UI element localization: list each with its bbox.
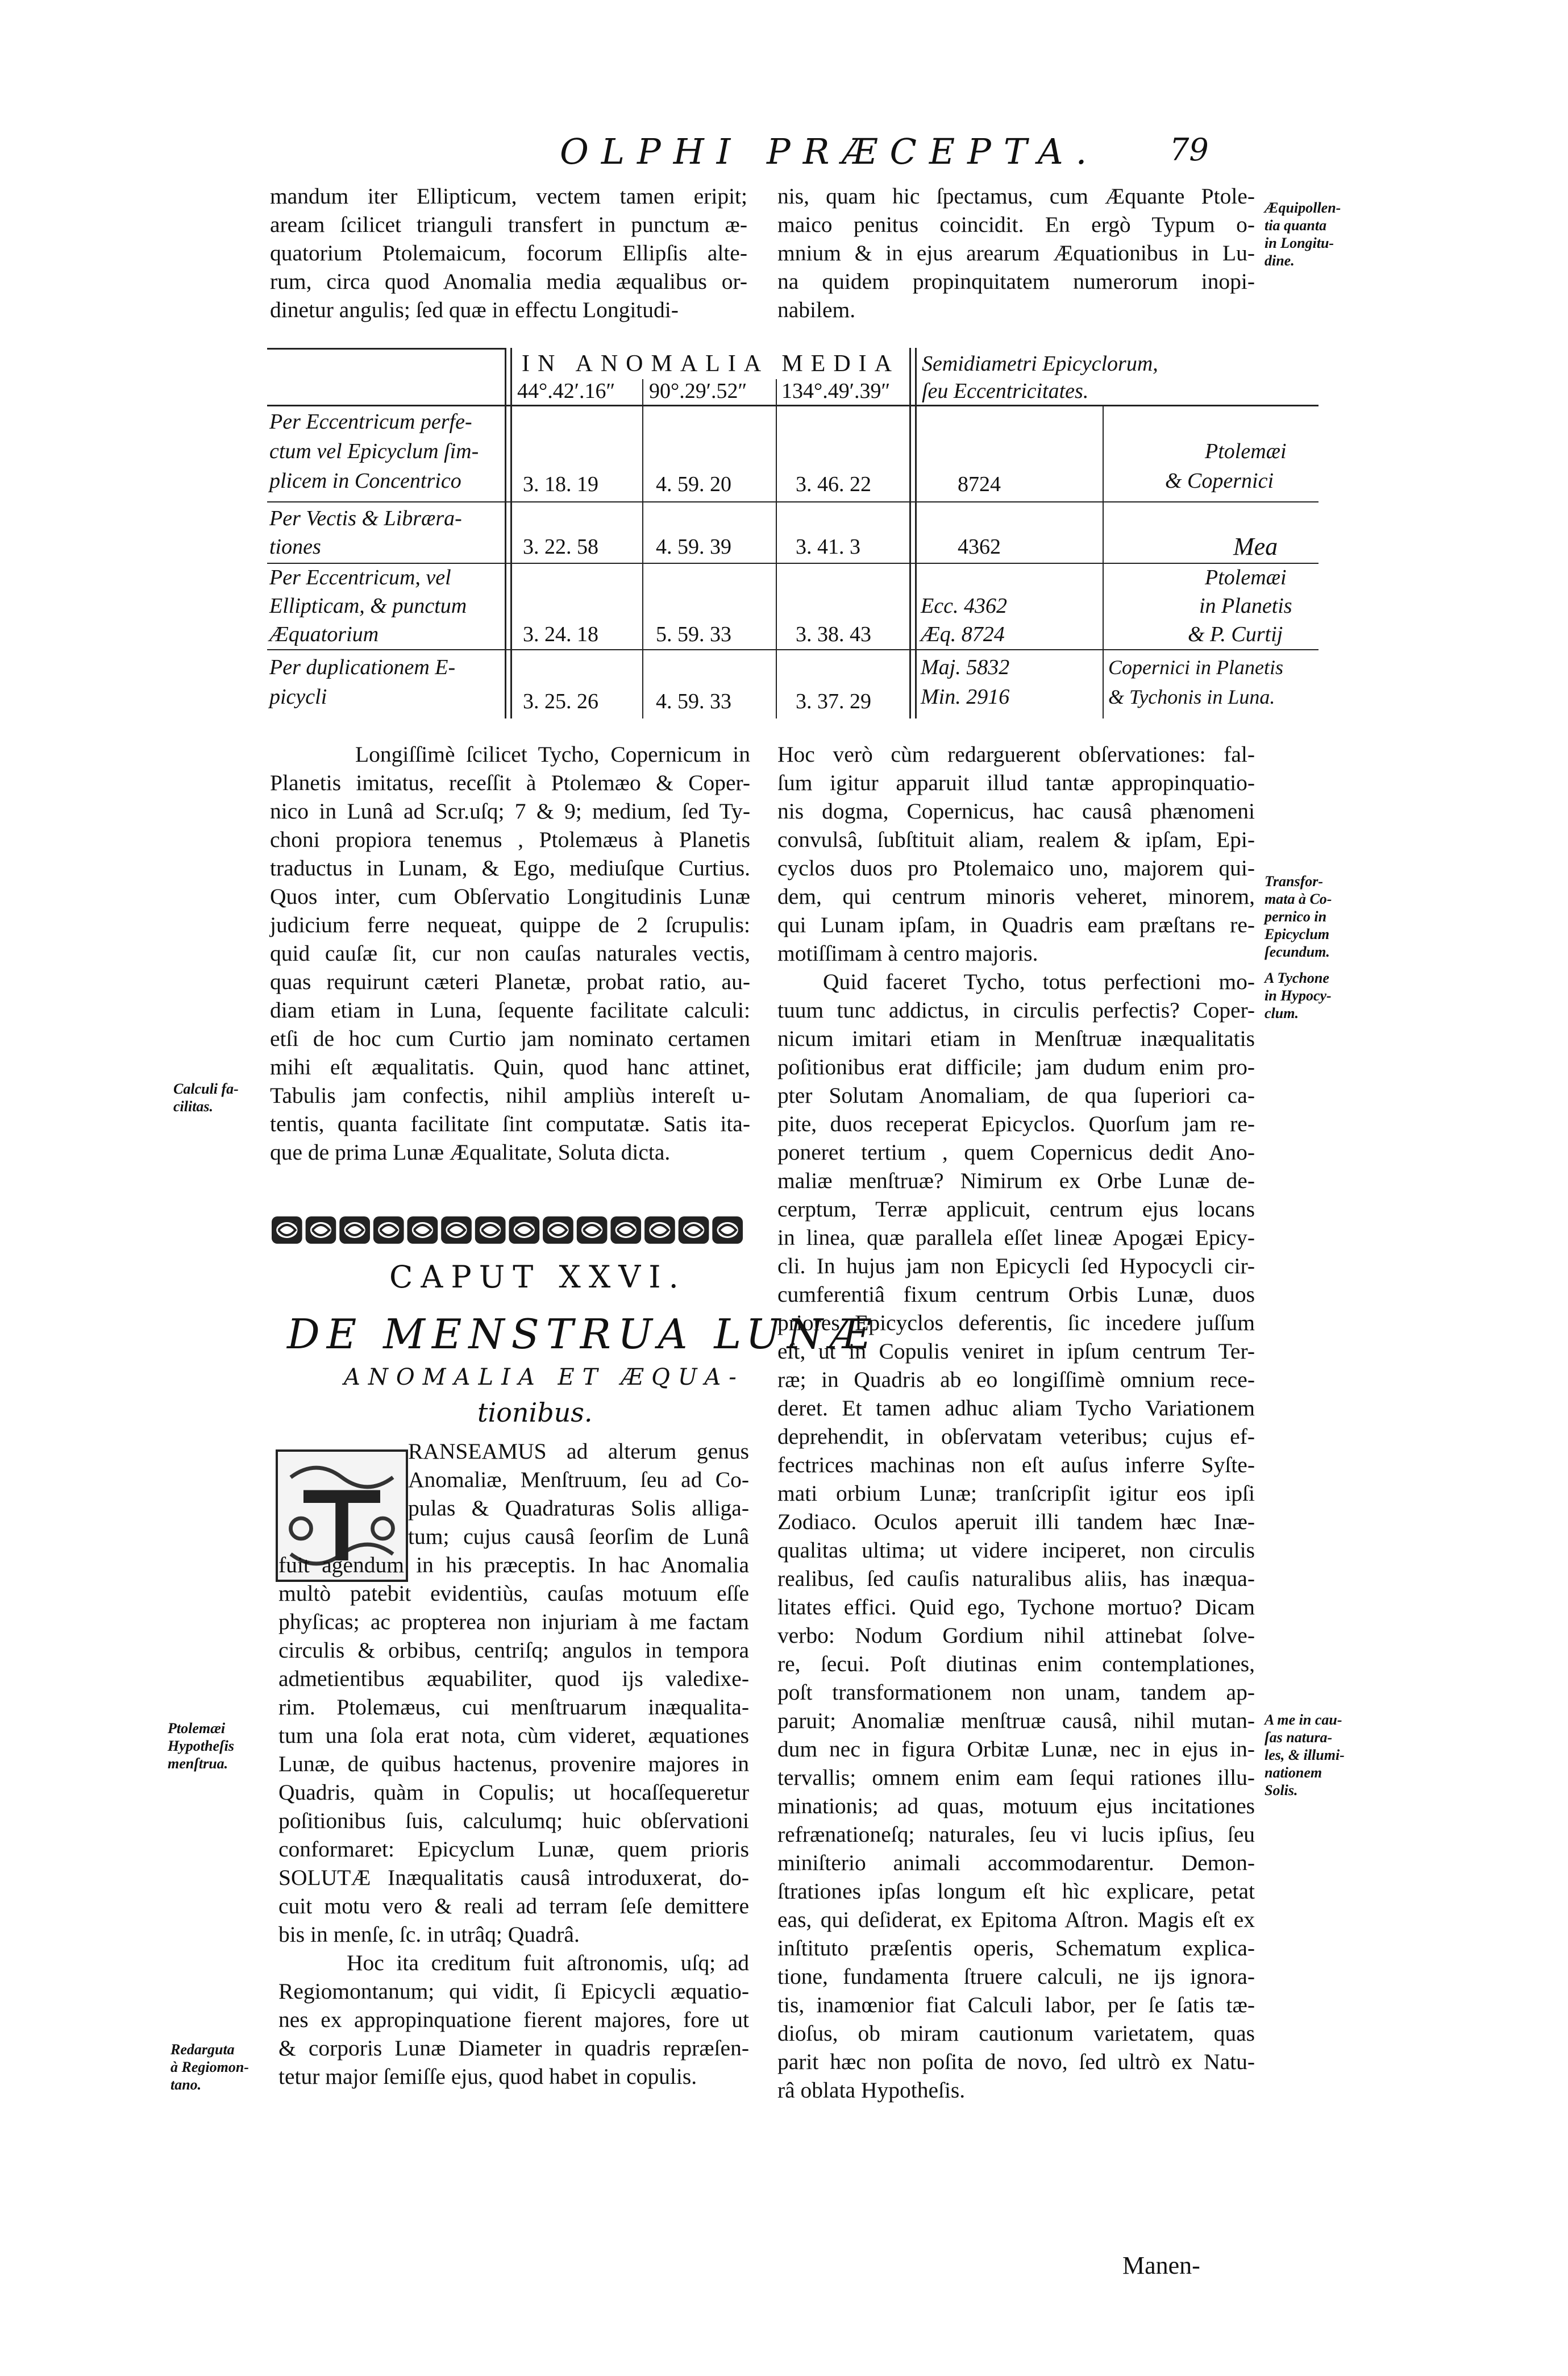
text-line: parit hæc non poſita de novo, ſed ultrò ex Natu-: [777, 2049, 1255, 2074]
text-line: dinetur angulis; ſed quæ in effectu Longitudi-: [270, 297, 679, 322]
ornament-knot-icon: [475, 1216, 506, 1244]
text-line: fuit agendum in his præceptis. In hac Anomalia: [278, 1552, 749, 1577]
row-label: Per Eccentricum, vel: [269, 566, 451, 589]
table-value: 3. 46. 22: [796, 472, 871, 496]
margin-note-redarguta: Redarguta à Regiomon- tano.: [170, 2041, 249, 2093]
ornament-knot-icon: [543, 1216, 573, 1244]
text-line: choni propiora tenemus , Ptolemæus à Planetis: [270, 827, 750, 852]
text-line: refrænationeſq; naturales, ſeu vi lucis ipſius, ſeu: [777, 1822, 1255, 1847]
row-label: Ellipticam, & punctum: [269, 594, 467, 618]
text-line: tis, inamœnior fiat Calculi labor, per ſe ſatis tæ-: [777, 1992, 1255, 2017]
text-line: Quos inter, cum Obſervatio Longitudinis Lunæ: [270, 884, 750, 909]
text-line: cumferentiâ fixum centrum Orbis Lunæ, duos: [777, 1282, 1255, 1307]
text-line: rum, circa quod Anomalia media æqualibus or-: [270, 269, 747, 294]
text-line: ſum igitur apparuit illud tantæ appropinquatio-: [777, 770, 1255, 795]
text-line: nicum imitari etiam in Menſtruæ inæqualitatis: [777, 1026, 1255, 1051]
row-label: ctum vel Epicyclum ſim-: [269, 439, 479, 463]
ornament-knot-icon: [577, 1216, 608, 1244]
text-line: nico in Lunâ ad Scr.uſq; 7 & 9; medium, ſed Ty-: [270, 799, 750, 824]
running-title: OLPHI PRÆCEPTA.: [560, 131, 1100, 172]
table-value: 3. 38. 43: [796, 622, 871, 646]
text-line: multò patebit evidentiùs, cauſas motuum eſſe: [278, 1581, 749, 1606]
text-line: rim. Ptolemæus, cui menſtruarum inæqualita-: [278, 1694, 749, 1719]
table-vrule: [1103, 405, 1104, 718]
author-name: in Planetis: [1199, 594, 1292, 618]
text-line: dioſus, ob miram cautionum varietatem, quas: [777, 2021, 1255, 2046]
text-line: Lunæ, de quibus hactenus, provenire majores in: [278, 1751, 749, 1776]
author-name: Ptolemæi: [1205, 566, 1287, 589]
table-vrule: [642, 379, 643, 718]
table-value: 4. 59. 20: [656, 472, 731, 496]
text-line: pter Solutam Anomaliam, de qua ſuperiori ca-: [777, 1083, 1255, 1108]
text-line: que de prima Lunæ Æqualitate, Soluta dicta.: [270, 1140, 671, 1165]
text-line: diam etiam in Luna, ſequente facilitate calculi:: [270, 998, 750, 1023]
angle-header: 90°.29′.52″: [649, 379, 747, 403]
text-line: quid cauſæ ſit, cur non cauſas naturales vectis,: [270, 941, 750, 966]
semidiameter-header: Semidiametri Epicyclorum,: [922, 352, 1158, 376]
text-line: traductus in Lunam, & Ego, mediuſque Curtius.: [270, 855, 750, 880]
text-line: realibus, ſed cauſis naturalibus aliis, has inæqua-: [777, 1566, 1255, 1591]
ornament-knot-icon: [272, 1216, 302, 1244]
angle-header: 134°.49′.39″: [781, 379, 891, 403]
text-line: miniſterio animali accommodarentur. Demon-: [777, 1850, 1255, 1875]
table-value: 3. 18. 19: [523, 472, 598, 496]
text-line: mnium & in ejus arearum Æquationibus in Lu-: [777, 240, 1255, 265]
text-line: cerptum, Terræ applicuit, centrum ejus locans: [777, 1197, 1255, 1222]
ornament-pattern: [270, 1212, 745, 1248]
text-line: tetur major ſemiſſe ejus, quod habet in copulis.: [278, 2064, 697, 2089]
left-column-bottom: [278, 1551, 749, 2091]
table-vrule: [776, 379, 777, 718]
margin-note-transformata: Transfor- mata à Co- pernico in Epicyclum ſecundum.: [1265, 873, 1332, 960]
text-line: dum nec in figura Orbitæ Lunæ, nec in ejus in-: [777, 1737, 1255, 1762]
semidiameter-header: ſeu Eccentricitates.: [922, 379, 1089, 403]
chapter-title: DE MENSTRUA LUNÆ: [287, 1310, 877, 1358]
text-line: tervallis; omnem enim eam ſequi rationes illu-: [777, 1765, 1255, 1790]
text-line: Regiomontanum; qui vidit, ſi Epicycli æquatio-: [278, 1979, 749, 2004]
text-line: poſt transformationem non unam, tandem ap-: [777, 1680, 1255, 1705]
author-name: Ptolemæi: [1205, 439, 1287, 463]
text-line: in linea, quæ parallela eſſet lineæ Apogæi Epicy-: [777, 1225, 1255, 1250]
text-line: Longiſſimè ſcilicet Tycho, Copernicum in: [355, 742, 750, 767]
text-line: pite, duos receperat Epicyclos. Quorſum jam re-: [777, 1111, 1255, 1136]
author-name: Copernici in Planetis: [1108, 656, 1283, 679]
semidiameter-value: 8724: [958, 472, 1001, 496]
row-label: Per Vectis & Libræra-: [269, 506, 462, 530]
text-line: tentis, quanta facilitate ſint computatæ. Satis ita-: [270, 1111, 750, 1136]
text-line: cyclos duos pro Ptolemaico uno, majorem qui-: [777, 855, 1255, 880]
text-line: tione, fundamenta ſtruere calculi, ne ijs ignora-: [777, 1964, 1255, 1989]
left-column-indented: [408, 1437, 749, 1551]
right-column-main: [777, 740, 1255, 2104]
text-line: maico penitus coincidit. En ergò Typum o-: [777, 212, 1255, 237]
text-line: RANSEAMUS ad alterum genus: [408, 1439, 749, 1464]
text-line: tum; cujus causâ ſeorſim de Lunâ: [408, 1524, 749, 1549]
table-value: 3. 41. 3: [796, 535, 860, 559]
table-value: 3. 24. 18: [523, 622, 598, 646]
text-line: ræ; in Quadris ab eo longiſſimè omnium rece-: [777, 1367, 1255, 1392]
text-line: Quadris, quàm in Copulis; ut hocaſſequeretur: [278, 1780, 749, 1805]
chapter-number: CAPUT XXVI.: [389, 1259, 687, 1295]
table-vrule: [909, 348, 911, 718]
ornament-knot-icon: [306, 1216, 336, 1244]
text-line: maliæ menſtruæ? Nimirum ex Orbe Lunæ de-: [777, 1168, 1255, 1193]
text-line: tuum tunc addictus, in circulis perfectis? Coper-: [777, 998, 1255, 1023]
table-vrule: [510, 348, 512, 718]
text-line: paruit; Anomaliæ menſtruæ causâ, nihil mutan-: [777, 1708, 1255, 1733]
text-line: Tabulis jam confectis, nihil ampliùs intereſt u-: [270, 1083, 750, 1108]
text-line: pulas & Quadraturas Solis alliga-: [408, 1496, 749, 1521]
table-rule: [267, 348, 506, 350]
text-line: phyſicas; ac propterea non injuriam à me factam: [278, 1609, 749, 1634]
angle-header: 44°.42′.16″: [517, 379, 615, 403]
text-line: aream ſcilicet trianguli transfert in punctum æ-: [270, 212, 747, 237]
text-line: eſt, ut in Copulis veniret in ipſum centrum Ter-: [777, 1339, 1255, 1364]
table-value: 4. 59. 39: [656, 535, 731, 559]
text-line: etſi de hoc cum Curtio jam nominato certamen: [270, 1026, 750, 1051]
text-line: deret. Et tamen adhuc aliam Tycho Variationem: [777, 1395, 1255, 1420]
text-line: Zodiaco. Oculos aperuit illi tandem hæc Inæ-: [777, 1509, 1255, 1534]
page-number: 79: [1170, 132, 1209, 168]
text-line: ſtrationes ipſas longum eſt hìc explicare, petat: [777, 1879, 1255, 1904]
text-line: cuit motu vero & reali ad terram ſeſe demittere: [278, 1893, 749, 1918]
text-line: qui Lunam ipſam, in Quadris eam præſtans re-: [777, 912, 1255, 937]
text-line: litates effici. Quid ego, Tychone mortuo? Dicam: [777, 1594, 1255, 1619]
top-left-column: [270, 182, 747, 324]
chapter-subtitle-end: tionibus.: [477, 1397, 593, 1428]
anomaly-table: [267, 348, 1319, 718]
margin-note-calculi: Calculi fa- cilitas.: [173, 1081, 239, 1115]
row-label: Per Eccentricum perfe-: [269, 410, 472, 434]
text-line: nabilem.: [777, 297, 856, 322]
margin-note-tychone: A Tychone in Hypocy- clum.: [1265, 970, 1332, 1021]
table-rule: [267, 563, 1319, 564]
text-line: mati orbium Lunæ; tranſcripſit igitur eos ipſi: [777, 1481, 1255, 1506]
text-line: poſitionibus erat difficile; jam dudum enim pro-: [777, 1054, 1255, 1079]
text-line: Planetis imitatus, receſſit à Ptolemæo & Coper-: [270, 770, 750, 795]
text-line: dem, qui centrum minoris veheret, minorem,: [777, 884, 1255, 909]
text-line: judicium ferre nequeat, quippe de 2 ſcrupulis:: [270, 912, 750, 937]
row-label: Per duplicationem E-: [269, 655, 456, 679]
text-line: inſtituto præſentis operis, Schematum explica-: [777, 1935, 1255, 1960]
author-name: & P. Curtij: [1188, 622, 1283, 646]
left-column-middle: [270, 740, 750, 1166]
table-value: 3. 25. 26: [523, 689, 598, 713]
table-header-main: IN ANOMALIA MEDIA: [522, 351, 900, 377]
text-line: convulsâ, ſubſtituit aliam, realem & ipſam, Epi-: [777, 827, 1255, 852]
text-line: qualitas ultima; ut videre inciperet, non circulis: [777, 1538, 1255, 1563]
text-line: motiſſimam à centro majoris.: [777, 941, 1038, 966]
semidiameter-value: Maj. 5832: [921, 655, 1010, 679]
margin-note-ptolemaei: Ptolemæi Hypotheſis menſtrua.: [168, 1720, 234, 1772]
ornament-knot-icon: [373, 1216, 404, 1244]
ornament-knot-icon: [679, 1216, 709, 1244]
ornament-knot-icon: [712, 1216, 743, 1244]
semidiameter-value: Æq. 8724: [921, 622, 1005, 646]
table-value: 4. 59. 33: [656, 689, 731, 713]
text-line: Anomaliæ, Menſtruum, ſeu ad Co-: [408, 1467, 749, 1492]
text-line: na quidem propinquitatem numerorum inopi-: [777, 269, 1255, 294]
text-line: mandum iter Ellipticum, vectem tamen eripit;: [270, 184, 747, 209]
table-value: 3. 37. 29: [796, 689, 871, 713]
text-line: bis in menſe, ſc. in utrâq; Quadrâ.: [278, 1922, 580, 1947]
table-rule: [267, 501, 1319, 502]
text-line: poſitionibus ſuis, calculumq; huic obſervationi: [278, 1808, 749, 1833]
table-rule: [267, 649, 1319, 650]
text-line: nes ex appropinquatione fierent majores, fore ut: [278, 2007, 749, 2032]
table-rule: [267, 405, 1319, 406]
text-line: circulis & orbibus, centriſq; angulos in tempora: [278, 1638, 749, 1663]
table-value: 5. 59. 33: [656, 622, 731, 646]
text-line: minationis; ad quas, motuum ejus incitationes: [777, 1793, 1255, 1818]
catchword: Manen-: [1122, 2252, 1200, 2279]
margin-note-aequipollentia: Æquipollen- tia quanta in Longitu- dine.: [1265, 200, 1341, 269]
ornament-band: [270, 1212, 745, 1248]
ornament-knot-icon: [610, 1216, 641, 1244]
row-label: Æquatorium: [269, 622, 379, 646]
text-line: re, ſecui. Poſt diutinas enim contemplationes,: [777, 1651, 1255, 1676]
text-line: priores Epicyclos deferentis, ſic incedere juſſum: [777, 1310, 1255, 1335]
text-line: râ oblata Hypotheſis.: [777, 2078, 966, 2103]
text-line: quatorium Ptolemaicum, focorum Ellipſis alte-: [270, 240, 747, 265]
ornament-knot-icon: [339, 1216, 370, 1244]
text-line: & corporis Lunæ Diameter in quadris repræſen-: [278, 2036, 749, 2061]
row-label: picycli: [269, 685, 327, 709]
author-name: & Tychonis in Luna.: [1108, 686, 1275, 708]
text-line: admetientibus æquabiliter, quod ijs valedixe-: [278, 1666, 749, 1691]
table-vrule: [505, 348, 506, 718]
text-line: deprehendit, in obſervatam veteribus; cujus ef-: [777, 1424, 1255, 1449]
row-label: plicem in Concentrico: [269, 469, 461, 493]
ornament-knot-icon: [509, 1216, 540, 1244]
text-line: cli. In hujus jam non Epicycli ſed Hypocycli cir-: [777, 1253, 1255, 1278]
text-line: Quid faceret Tycho, totus perfectioni mo-: [823, 969, 1255, 994]
text-line: verbo: Nodum Gordium nihil attinebat ſolve-: [777, 1623, 1255, 1648]
text-line: poneret tertium , quem Copernicus dedit Ano-: [777, 1140, 1255, 1165]
ornament-knot-icon: [407, 1216, 438, 1244]
text-line: nis, quam hic ſpectamus, cum Æquante Ptole-: [777, 184, 1255, 209]
text-line: eas, qui deſiderat, ex Epitoma Aſtron. Magis eſt ex: [777, 1907, 1255, 1932]
semidiameter-value: Min. 2916: [921, 685, 1010, 709]
semidiameter-value: Ecc. 4362: [921, 594, 1007, 618]
ornament-knot-icon: [441, 1216, 472, 1244]
text-line: mihi eſt æqualitatis. Quin, quod hanc attinet,: [270, 1054, 750, 1079]
text-line: Hoc verò cùm redarguerent obſervationes: fal-: [777, 742, 1255, 767]
text-line: tum una ſola erat nota, cùm videret, æquationes: [278, 1723, 749, 1748]
margin-note-ameincau: A me in cau- ſas natura- les, & illumi- nationem Solis.: [1265, 1712, 1345, 1798]
text-line: Hoc ita creditum fuit aſtronomis, uſq; ad: [347, 1950, 749, 1975]
row-label: tiones: [269, 535, 321, 559]
text-line: SOLUTÆ Inæqualitatis causâ introduxerat, do-: [278, 1865, 749, 1890]
text-line: fectrices machinas non eſt auſus inferre Syſte-: [777, 1452, 1255, 1477]
text-line: conformaret: Epicyclum Lunæ, quem prioris: [278, 1837, 749, 1862]
text-line: nis dogma, Copernicus, hac causâ phænomeni: [777, 799, 1255, 824]
top-right-column: [777, 182, 1255, 324]
chapter-subtitle: ANOMALIA ET ÆQUA-: [344, 1364, 745, 1390]
ornament-knot-icon: [644, 1216, 675, 1244]
author-name: Mea: [1233, 533, 1278, 560]
text-line: quas requirunt cæteri Planetæ, probat ratio, au-: [270, 969, 750, 994]
author-name: & Copernici: [1165, 469, 1274, 493]
semidiameter-value: 4362: [958, 535, 1001, 559]
table-vrule: [915, 348, 917, 718]
table-value: 3. 22. 58: [523, 535, 598, 559]
